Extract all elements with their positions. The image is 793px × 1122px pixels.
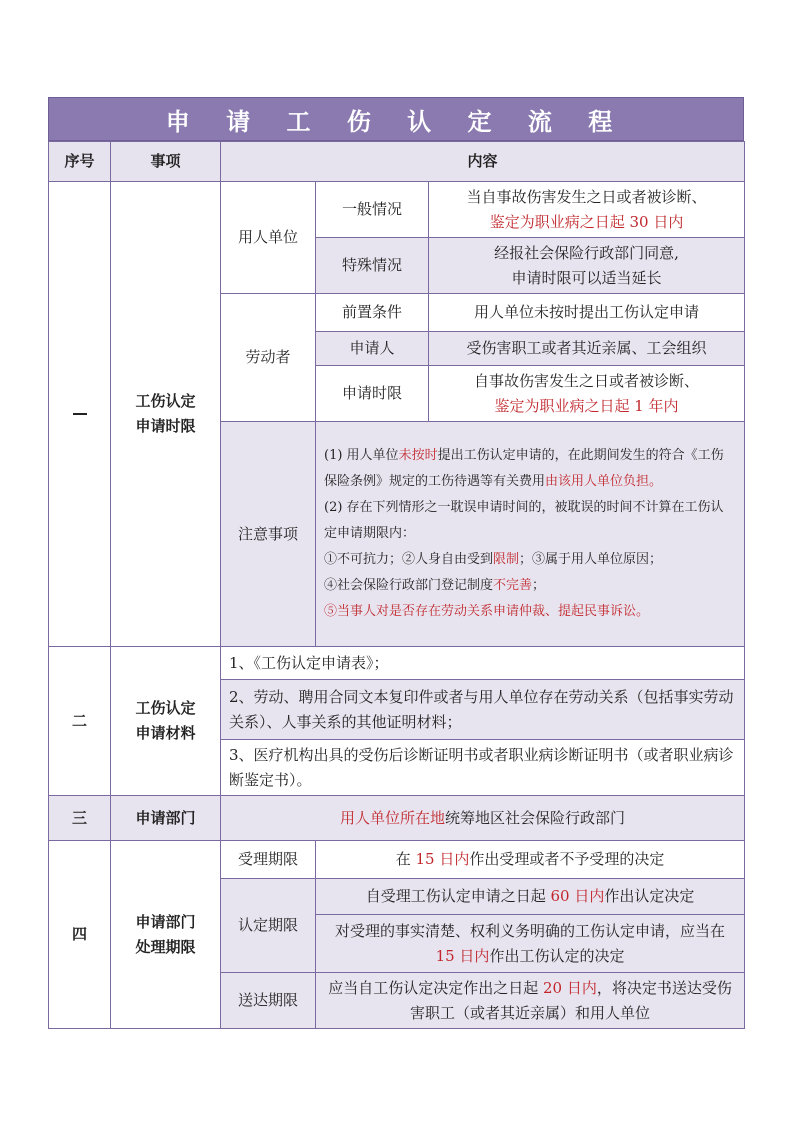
worker-label: 劳动者 [221,294,316,422]
header-no: 序号 [49,142,111,182]
limit-label: 申请时限 [316,366,429,422]
precondition-text: 用人单位未按时提出工伤认定申请 [429,294,745,332]
section-2-item: 工伤认定 申请材料 [111,647,221,796]
section-3-item: 申请部门 [111,796,221,841]
employer-label: 用人单位 [221,182,316,294]
notes-text [316,422,745,647]
section-1-dash [73,413,87,415]
special-label: 特殊情况 [316,238,429,294]
section-1-no [49,182,111,647]
document-title: 申 请 工 伤 认 定 流 程 [48,97,744,141]
note-4: ④社会保险行政部门登记制度不完善； [324,578,546,593]
accept-text: 在 15 日内作出受理或者不予受理的决定 [316,841,745,879]
note-1: (1) 用人单位未按时提出工伤认定申请的，在此期间发生的符合《工伤保险条例》规定的工伤待遇等有关费用由该用人单位负担。 [324,448,724,489]
deliver-text: 应当自工伤认定决定作出之日起 20 日内，将决定书送达受伤害职工（或者其近亲属）和用人单位 [316,973,745,1029]
section-4-no: 四 [49,841,111,1029]
limit-text: 自事故伤害发生之日或者被诊断、 鉴定为职业病之日起 1 年内 [429,366,745,422]
table-row [49,647,745,680]
procedure-document [48,97,744,1029]
material-2: 2、劳动、聘用合同文本复印件或者与用人单位存在劳动关系（包括事实劳动关系）、人事关系的其他证明材料； [221,680,745,740]
material-3: 3、医疗机构出具的受伤后诊断证明书或者职业病诊断证明书（或者职业病诊断鉴定书）。 [221,740,745,796]
accept-label: 受理期限 [221,841,316,879]
applicant-label: 申请人 [316,332,429,366]
recognize-text-2: 对受理的事实清楚、权利义务明确的工伤认定申请，应当在 15 日内作出工伤认定的决定 [316,915,745,973]
recognize-text-1: 自受理工伤认定申请之日起 60 日内作出认定决定 [316,879,745,915]
deliver-label: 送达期限 [221,973,316,1029]
table-row [49,182,745,238]
special-text: 经报社会保险行政部门同意, 申请时限可以适当延长 [429,238,745,294]
general-label: 一般情况 [316,182,429,238]
section-2-no: 二 [49,647,111,796]
note-3: ①不可抗力；②人身自由受到限制；③属于用人单位原因； [324,552,663,567]
general-text: 当自事故伤害发生之日或者被诊断、 鉴定为职业病之日起 30 日内 [429,182,745,238]
section-1-item: 工伤认定 申请时限 [111,182,221,647]
table-row [49,796,745,841]
section-4-item: 申请部门 处理期限 [111,841,221,1029]
material-1: 1、《工伤认定申请表》； [221,647,745,680]
precondition-label: 前置条件 [316,294,429,332]
header-content: 内容 [221,142,745,182]
department-text: 用人单位所在地统筹地区社会保险行政部门 [221,796,745,841]
recognize-label: 认定期限 [221,879,316,973]
note-5: ⑤当事人对是否存在劳动关系申请仲裁、提起民事诉讼。 [324,604,650,619]
notes-label: 注意事项 [221,422,316,647]
note-2: (2) 存在下列情形之一耽误申请时间的，被耽误的时间不计算在工伤认定申请期限内： [324,500,724,541]
procedure-table [48,141,745,1029]
header-item: 事项 [111,142,221,182]
section-3-no: 三 [49,796,111,841]
table-row [49,841,745,879]
header-row [49,142,745,182]
applicant-text: 受伤害职工或者其近亲属、工会组织 [429,332,745,366]
